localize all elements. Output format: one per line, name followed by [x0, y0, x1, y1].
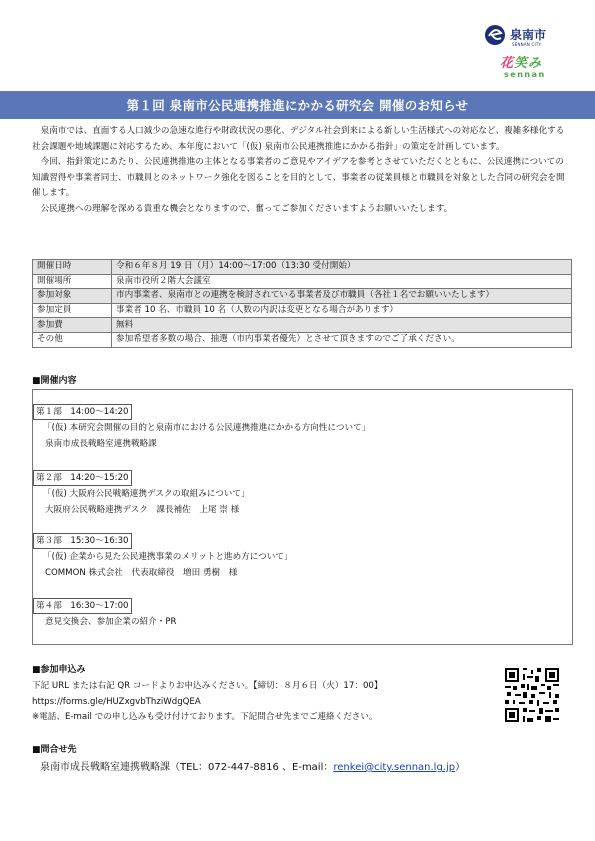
table-row	[33, 318, 572, 333]
row-key-other: その他	[33, 332, 112, 347]
apply-instruction: 下記 URL または右記 QR コードよりお申込みください。【締切：８月６日（火）17：00】	[32, 681, 383, 691]
row-key-capacity: 参加定員	[33, 303, 112, 318]
contact-close: ）	[455, 762, 466, 773]
city-name-en: SENNAN CITY	[512, 42, 542, 47]
apply-note: ※電話、E-mail での申し込みも受け付けております。下記問合せ先までご連絡ください。	[32, 712, 378, 723]
program-heading: ■開催内容	[32, 376, 77, 386]
row-value-target: 市内事業者、泉南市との連携を検討されている事業者及び市職員（各社１名でお願いいたします）	[112, 289, 572, 304]
part-speaker: COMMON 株式会社 代表取締役 増田 勇樹 様	[45, 568, 238, 578]
part-topic: 意見交換会、参加企業の紹介・PR	[45, 617, 177, 627]
part-header: 第４部 16:30〜17:00	[33, 598, 132, 614]
row-key-date: 開催日時	[33, 260, 112, 275]
part-header: 第２部 14:20〜15:20	[33, 470, 132, 486]
contact-text: 泉南市成長戦略室連携戦略課（TEL：072-447-8816 、E-mail：	[40, 762, 334, 773]
event-info-table	[32, 259, 572, 348]
row-value-other: 参加希望者多数の場合、抽選（市内事業者優先）とさせて頂きますのでご了承ください。	[112, 332, 572, 347]
contact-info	[40, 758, 465, 773]
page-title: 第１回 泉南市公民連携推進にかかる研究会 開催のお知らせ	[126, 98, 469, 113]
row-key-fee: 参加費	[33, 318, 112, 333]
part-header: 第１部 14:00〜14:20	[33, 404, 132, 420]
table-row	[33, 332, 572, 347]
row-key-target: 参加対象	[33, 289, 112, 304]
program-part-4	[33, 598, 177, 627]
row-value-date: 令和６年８月 19 日（月）14:00〜17:00（13:30 受付開始）	[112, 260, 572, 275]
sennan-city-emblem-icon	[484, 24, 506, 46]
table-row	[33, 289, 572, 304]
row-value-capacity: 事業者 10 名、市職員 10 名（人数の内訳は変更となる場合があります）	[112, 303, 572, 318]
part-speaker: 泉南市成長戦略室連携戦略課	[45, 439, 157, 449]
city-logo	[472, 24, 582, 80]
intro-paragraph: 公民連携への理解を深める貴重な機会となりますので、奮ってご参加くださいますようお願いいたします。	[40, 203, 453, 214]
table-row	[33, 303, 572, 318]
apply-text	[32, 679, 492, 726]
program-part-1	[33, 404, 371, 449]
table-row	[33, 274, 572, 289]
program-part-2	[33, 470, 250, 515]
part-speaker: 大阪府公民戦略連携デスク 課長補佐 上尾 崇 様	[45, 505, 240, 515]
intro-paragraph: 泉南市では、直面する人口減少の急速な進行や財政状況の悪化、デジタル社会到来による新しい生活様式への対応など、複雑多様化する社会課題や地域課題に対応するため、本年度において「(仮) 泉南市公民連携推進にかかる指針」の策定を計画しています。	[32, 126, 565, 152]
contact-email-link[interactable]: renkei@city.sennan.lg.jp	[333, 762, 456, 773]
table-row	[33, 260, 572, 275]
apply-heading: ■参加申込み	[32, 665, 86, 675]
contact-heading: ■問合せ先	[32, 745, 77, 755]
part-topic: 「(仮) 大阪府公民戦略連携デスクの取組みについて」	[43, 489, 250, 499]
row-value-venue: 泉南市役所２階大会議室	[112, 274, 572, 289]
row-key-venue: 開催場所	[33, 274, 112, 289]
qr-code-icon[interactable]	[503, 666, 561, 724]
program-box	[32, 389, 573, 645]
program-part-3	[33, 533, 293, 578]
row-value-fee: 無料	[112, 318, 572, 333]
part-topic: 「(仮) 本研究会開催の目的と泉南市における公民連携推進にかかる方向性について」	[43, 423, 371, 433]
part-header: 第３部 15:30〜16:30	[33, 533, 132, 549]
title-banner	[0, 91, 595, 119]
apply-url-link[interactable]: https://forms.gle/HUZxgvbThziWdgQEA	[32, 696, 201, 707]
slogan-hanaemi: 花笑み	[500, 56, 543, 71]
city-name: 泉南市	[510, 28, 547, 42]
intro-text	[32, 124, 572, 218]
slogan-sennan: sennan	[504, 70, 546, 79]
intro-paragraph: 今回、指針策定にあたり、公民連携推進の主体となる事業者のご意見やアイデアを参考とさせていただくとともに、公民連携についての知識習得や事業者同士、市職員とのネットワーク強化を図ることを目的として、事業者の従業員様と市職員を対象とした合同の研究会を開催します。	[32, 157, 565, 199]
part-topic: 「(仮) 企業から見た公民連携事業のメリットと進め方について」	[43, 552, 293, 562]
